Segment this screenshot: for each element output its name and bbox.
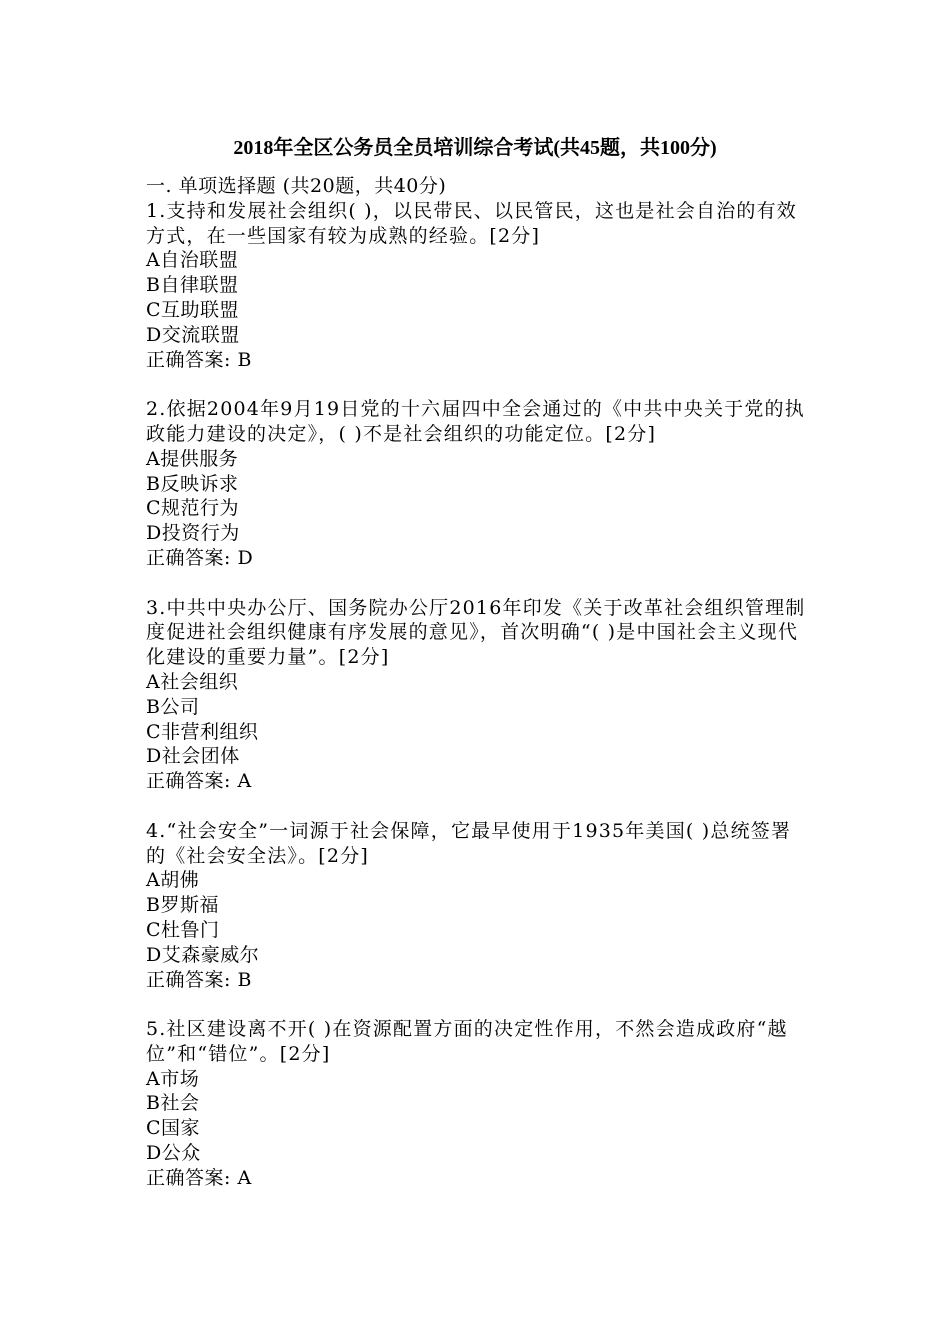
- question-text: 2.依据2004年9月19日党的十六届四中全会通过的《中共中央关于党的执政能力建设的决定》，( )不是社会组织的功能定位。[2分]: [146, 398, 805, 445]
- option-a: A胡佛: [146, 869, 200, 892]
- question-2: [146, 397, 810, 571]
- question-text: 5.社区建设离不开( )在资源配置方面的决定性作用，不然会造成政府“越位”和“错位”。[2分]: [146, 1018, 788, 1065]
- question-3: [146, 596, 810, 794]
- option-c: C杜鲁门: [146, 918, 220, 941]
- question-text: 4.“社会安全”一词源于社会保障，它最早使用于1935年美国( )总统签署的《社会安全法》。[2分]: [146, 819, 792, 867]
- question-1: [146, 199, 810, 373]
- option-b: B社会: [146, 1092, 200, 1115]
- option-c: C互助联盟: [146, 298, 240, 321]
- question-text: 3.中共中央办公厅、国务院办公厅2016年印发《关于改革社会组织管理制度促进社会组织健康有序发展的意见》，首次明确“( )是中国社会主义现代化建设的重要力量”。[2分]: [146, 596, 806, 669]
- option-a: A市场: [146, 1067, 200, 1090]
- question-4: [146, 819, 810, 993]
- question-5: [146, 1017, 810, 1191]
- correct-answer: 正确答案: B: [146, 348, 252, 371]
- question-text: 1.支持和发展社会组织( )，以民带民、以民管民，这也是社会自治的有效方式，在一些国家有较为成熟的经验。[2分]: [146, 199, 797, 247]
- option-d: D投资行为: [146, 522, 240, 545]
- correct-answer: 正确答案: A: [146, 1166, 252, 1189]
- option-b: B公司: [146, 695, 200, 718]
- option-c: C非营利组织: [146, 720, 259, 743]
- document-body: [146, 174, 810, 1215]
- option-d: D社会团体: [146, 745, 240, 768]
- document-title: 2018年全区公务员全员培训综合考试(共45题，共100分): [233, 137, 717, 159]
- option-a: A自治联盟: [146, 249, 239, 272]
- option-a: A提供服务: [146, 447, 239, 470]
- option-b: B罗斯福: [146, 894, 219, 917]
- option-d: D交流联盟: [146, 323, 240, 346]
- option-c: C国家: [146, 1117, 201, 1140]
- correct-answer: 正确答案: D: [146, 546, 254, 569]
- option-b: B反映诉求: [146, 472, 239, 495]
- correct-answer: 正确答案: B: [146, 968, 252, 991]
- option-a: A社会组织: [146, 670, 239, 693]
- option-d: D公众: [146, 1142, 201, 1165]
- option-d: D艾森豪威尔: [146, 943, 260, 966]
- option-c: C规范行为: [146, 497, 240, 520]
- option-b: B自律联盟: [146, 274, 239, 297]
- section-heading: 一. 单项选择题 (共20题，共40分): [146, 175, 447, 197]
- correct-answer: 正确答案: A: [146, 770, 252, 793]
